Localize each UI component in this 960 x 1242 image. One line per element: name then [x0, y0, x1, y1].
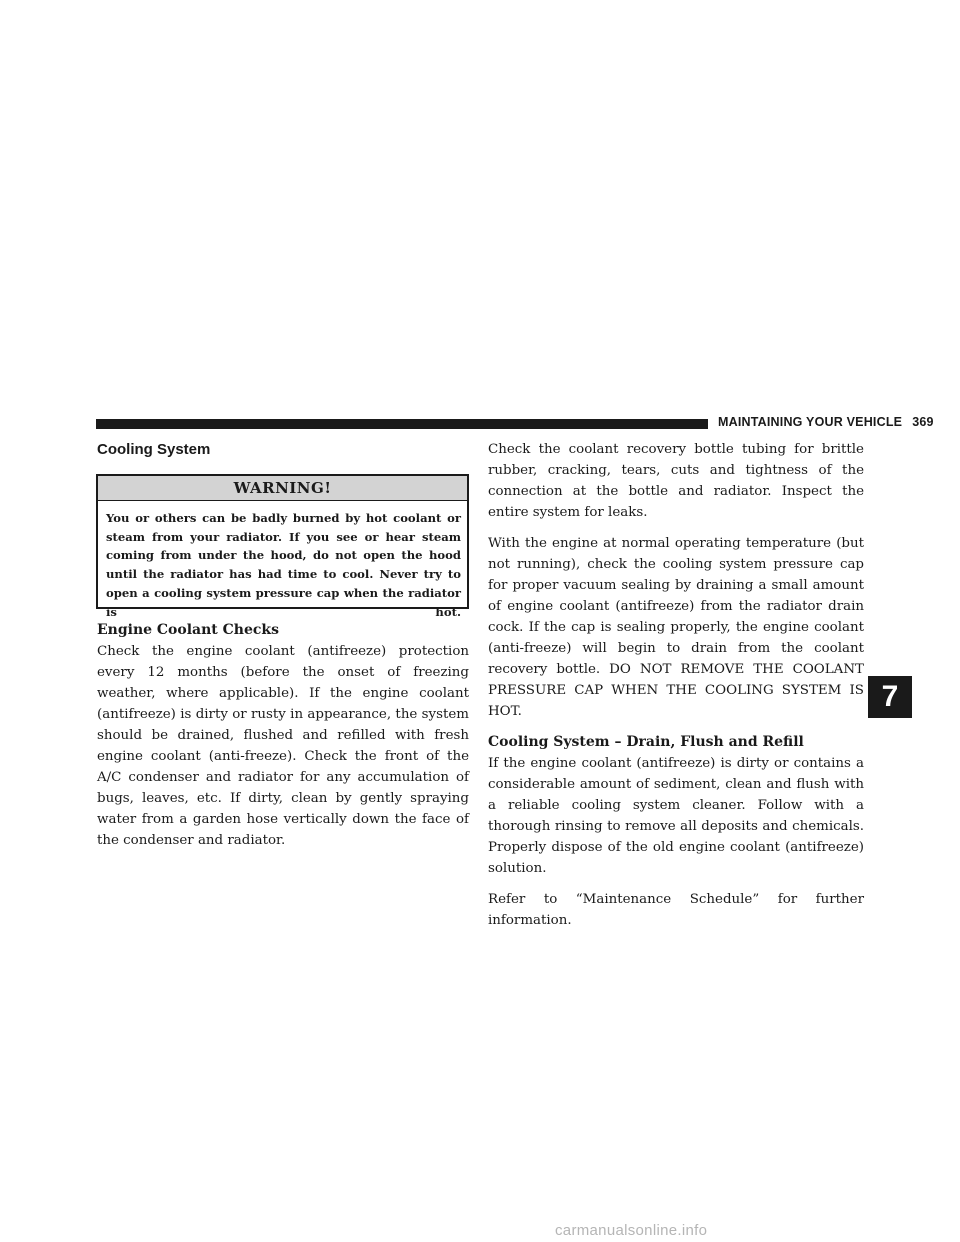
- section-title: Cooling System: [97, 441, 211, 458]
- pressure-cap-paragraph: With the engine at normal operating temperature (but not running), check the cooling system pressure cap for proper vacuum sealing by draining a small amount of engine coolant (antifreeze) from the radiator drain cock. If the cap is sealing properly, the engine coolant (anti-freeze) will begin to drain from the coolant recovery bottle. DO NOT REMOVE THE COOLANT PRESSURE CAP WHEN THE COOLING SYSTEM IS HOT.: [488, 536, 864, 719]
- maintenance-schedule-reference: Refer to “Maintenance Schedule” for further information.: [488, 892, 864, 928]
- right-column: [488, 439, 864, 931]
- warning-title: WARNING!: [98, 476, 467, 501]
- header-rule: [96, 419, 708, 429]
- left-column: [97, 620, 469, 851]
- chapter-tab: 7: [868, 676, 912, 718]
- header-section-title: MAINTAINING YOUR VEHICLE: [718, 415, 903, 429]
- engine-coolant-checks-heading: Engine Coolant Checks: [97, 622, 279, 638]
- page-number: 369: [912, 415, 934, 429]
- watermark: carmanualsonline.info: [555, 1222, 708, 1239]
- warning-box: [96, 474, 469, 619]
- running-header: [718, 415, 934, 429]
- drain-flush-refill-heading: Cooling System – Drain, Flush and Refill: [488, 734, 804, 750]
- drain-flush-refill-paragraph: If the engine coolant (antifreeze) is dirty or contains a considerable amount of sediment, clean and flush with a reliable cooling system cleaner. Follow with a thorough rinsing to remove all deposits and chemicals. Properly dispose of the old engine coolant (antifreeze) solution.: [488, 756, 864, 876]
- engine-coolant-checks-paragraph: Check the engine coolant (antifreeze) protection every 12 months (before the onset of freezing weather, where applicable). If the engine coolant (antifreeze) is dirty or rusty in appearance, the system should be drained, flushed and refilled with fresh engine coolant (anti-freeze). Check the front of the A/C condenser and radiator for any accumulation of bugs, leaves, etc. If dirty, clean by gently spraying water from a garden hose vertically down the face of the condenser and radiator.: [97, 644, 469, 848]
- recovery-bottle-paragraph: Check the coolant recovery bottle tubing for brittle rubber, cracking, tears, cuts and tightness of the connection at the bottle and radiator. Inspect the entire system for leaks.: [488, 442, 864, 520]
- warning-text: You or others can be badly burned by hot coolant or steam from your radiator. If you see or hear steam coming from under the hood, do not open the hood until the radiator has had time to cool. Never try to open a cooling system pressure cap when the radiator is hot.: [106, 511, 461, 619]
